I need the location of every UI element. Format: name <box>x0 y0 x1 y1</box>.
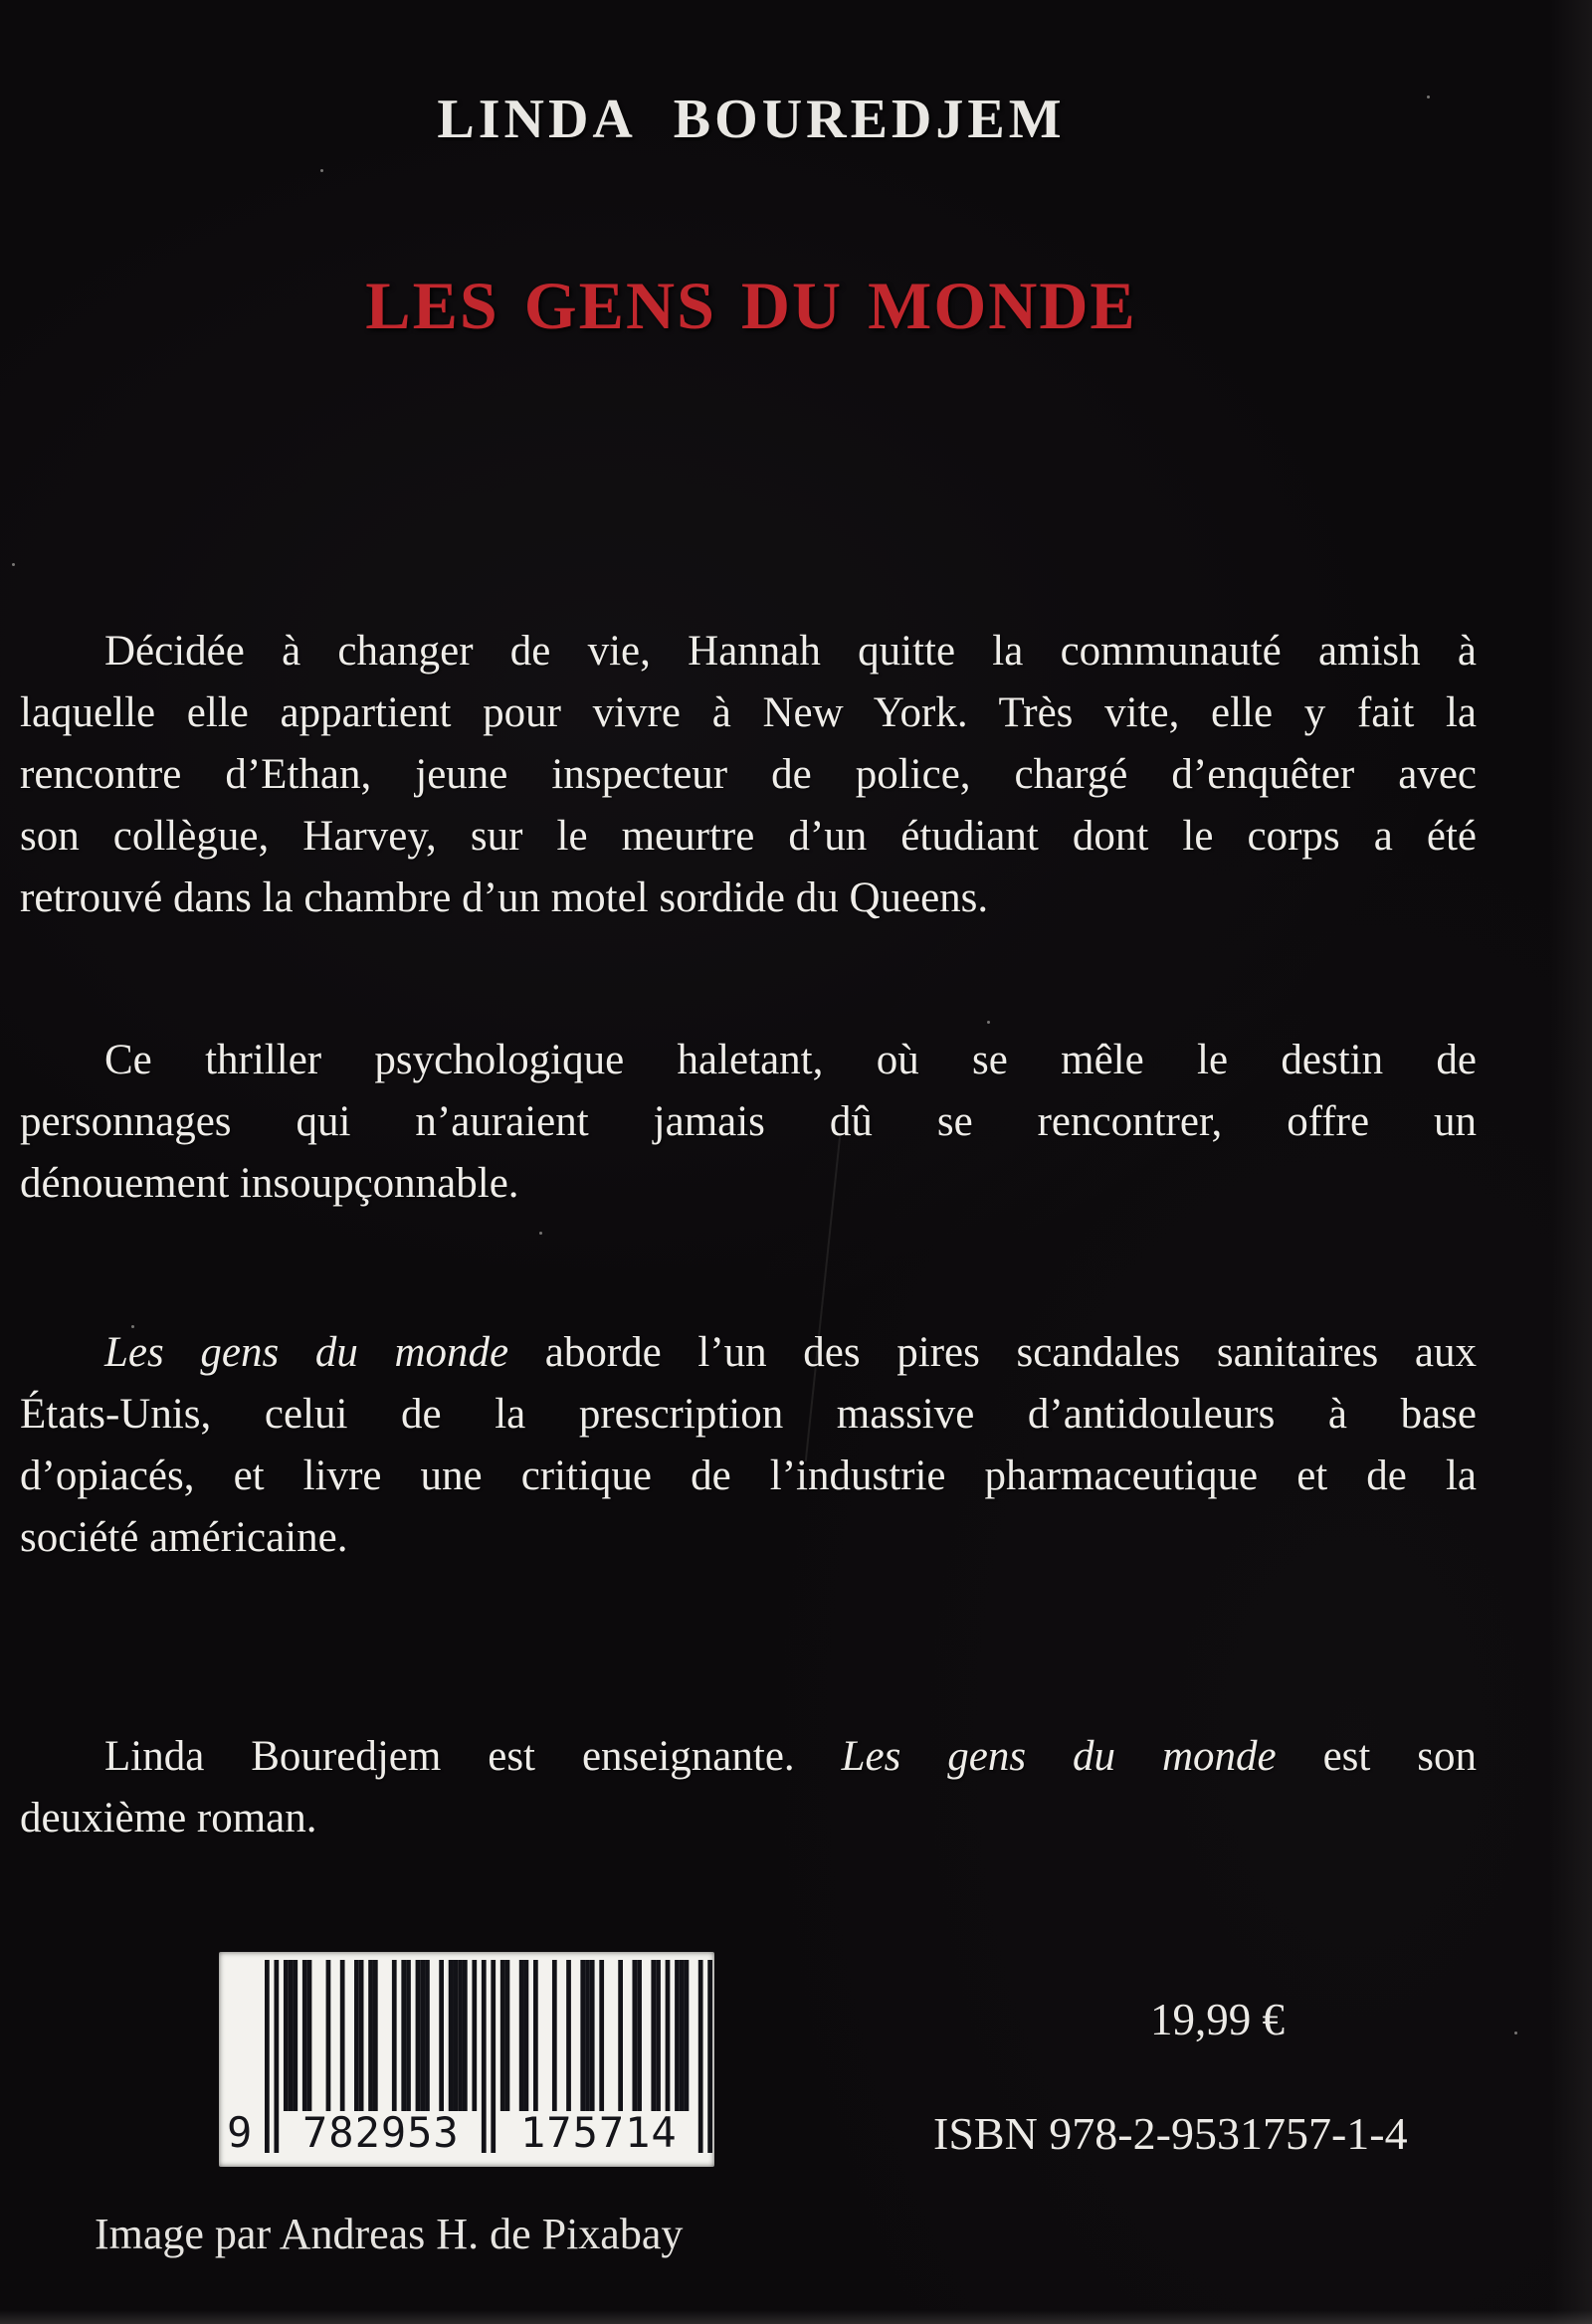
barcode-digit-system: 9 <box>227 2108 254 2157</box>
themes-paragraph <box>20 1322 1477 1569</box>
text-line: d’opiacés, et livre une critique de l’industrie pharmaceutique et de la <box>20 1452 1477 1499</box>
text-line: personnages qui n’auraient jamais dû se rencontrer, offre un <box>20 1098 1477 1145</box>
text-line: laquelle elle appartient pour vivre à New York. Très vite, elle y fait la <box>20 689 1477 736</box>
text-line: Décidée à changer de vie, Hannah quitte la communauté amish à <box>104 628 1477 675</box>
text-line: États-Unis, celui de la prescription massive d’antidouleurs à base <box>20 1391 1477 1438</box>
book-title-inline-italic: Les gens du monde <box>104 1329 509 1376</box>
book-title: LES GENS DU MONDE <box>365 268 1137 343</box>
scan-speck <box>987 1021 990 1024</box>
text-segment: Linda Bouredjem est enseignante. <box>104 1733 842 1780</box>
barcode-digits-right: 175714 <box>520 2108 678 2157</box>
text-line: rencontre d’Ethan, jeune inspecteur de police, chargé d’enquêter avec <box>20 751 1477 798</box>
author-bio-paragraph <box>20 1726 1477 1849</box>
text-segment: est son <box>1276 1733 1477 1780</box>
scan-edge-light <box>1550 0 1592 2324</box>
synopsis-paragraph-2 <box>20 1030 1477 1215</box>
image-credit: Image par Andreas H. de Pixabay <box>95 2210 684 2258</box>
text-line: Ce thriller psychologique haletant, où se mêle le destin de <box>104 1037 1477 1083</box>
text-line: société américaine. <box>20 1514 348 1561</box>
book-title-inline-italic: Les gens du monde <box>841 1733 1277 1780</box>
scan-edge-light-bottom <box>0 2310 1592 2324</box>
text-line <box>20 1322 1477 1384</box>
scan-speck <box>320 169 323 172</box>
price-label: 19,99 € <box>1150 1995 1285 2044</box>
barcode-digits-left: 782953 <box>302 2108 460 2157</box>
text-line <box>20 1726 1477 1788</box>
text-line: dénouement insoupçonnable. <box>20 1160 519 1207</box>
text-line: deuxième roman. <box>20 1795 317 1841</box>
text-segment: aborde l’un des pires scandales sanitaires aux <box>508 1329 1477 1376</box>
synopsis-paragraph-1 <box>20 621 1477 929</box>
scan-speck <box>12 563 15 566</box>
scan-speck <box>1514 2032 1517 2034</box>
isbn-label: ISBN 978-2-9531757-1-4 <box>933 2108 1408 2159</box>
author-name: LINDA BOUREDJEM <box>437 89 1066 150</box>
scan-speck <box>539 1232 542 1235</box>
barcode <box>219 1952 714 2167</box>
text-line: son collègue, Harvey, sur le meurtre d’un étudiant dont le corps a été <box>20 813 1477 860</box>
text-line: retrouvé dans la chambre d’un motel sordide du Queens. <box>20 874 989 921</box>
